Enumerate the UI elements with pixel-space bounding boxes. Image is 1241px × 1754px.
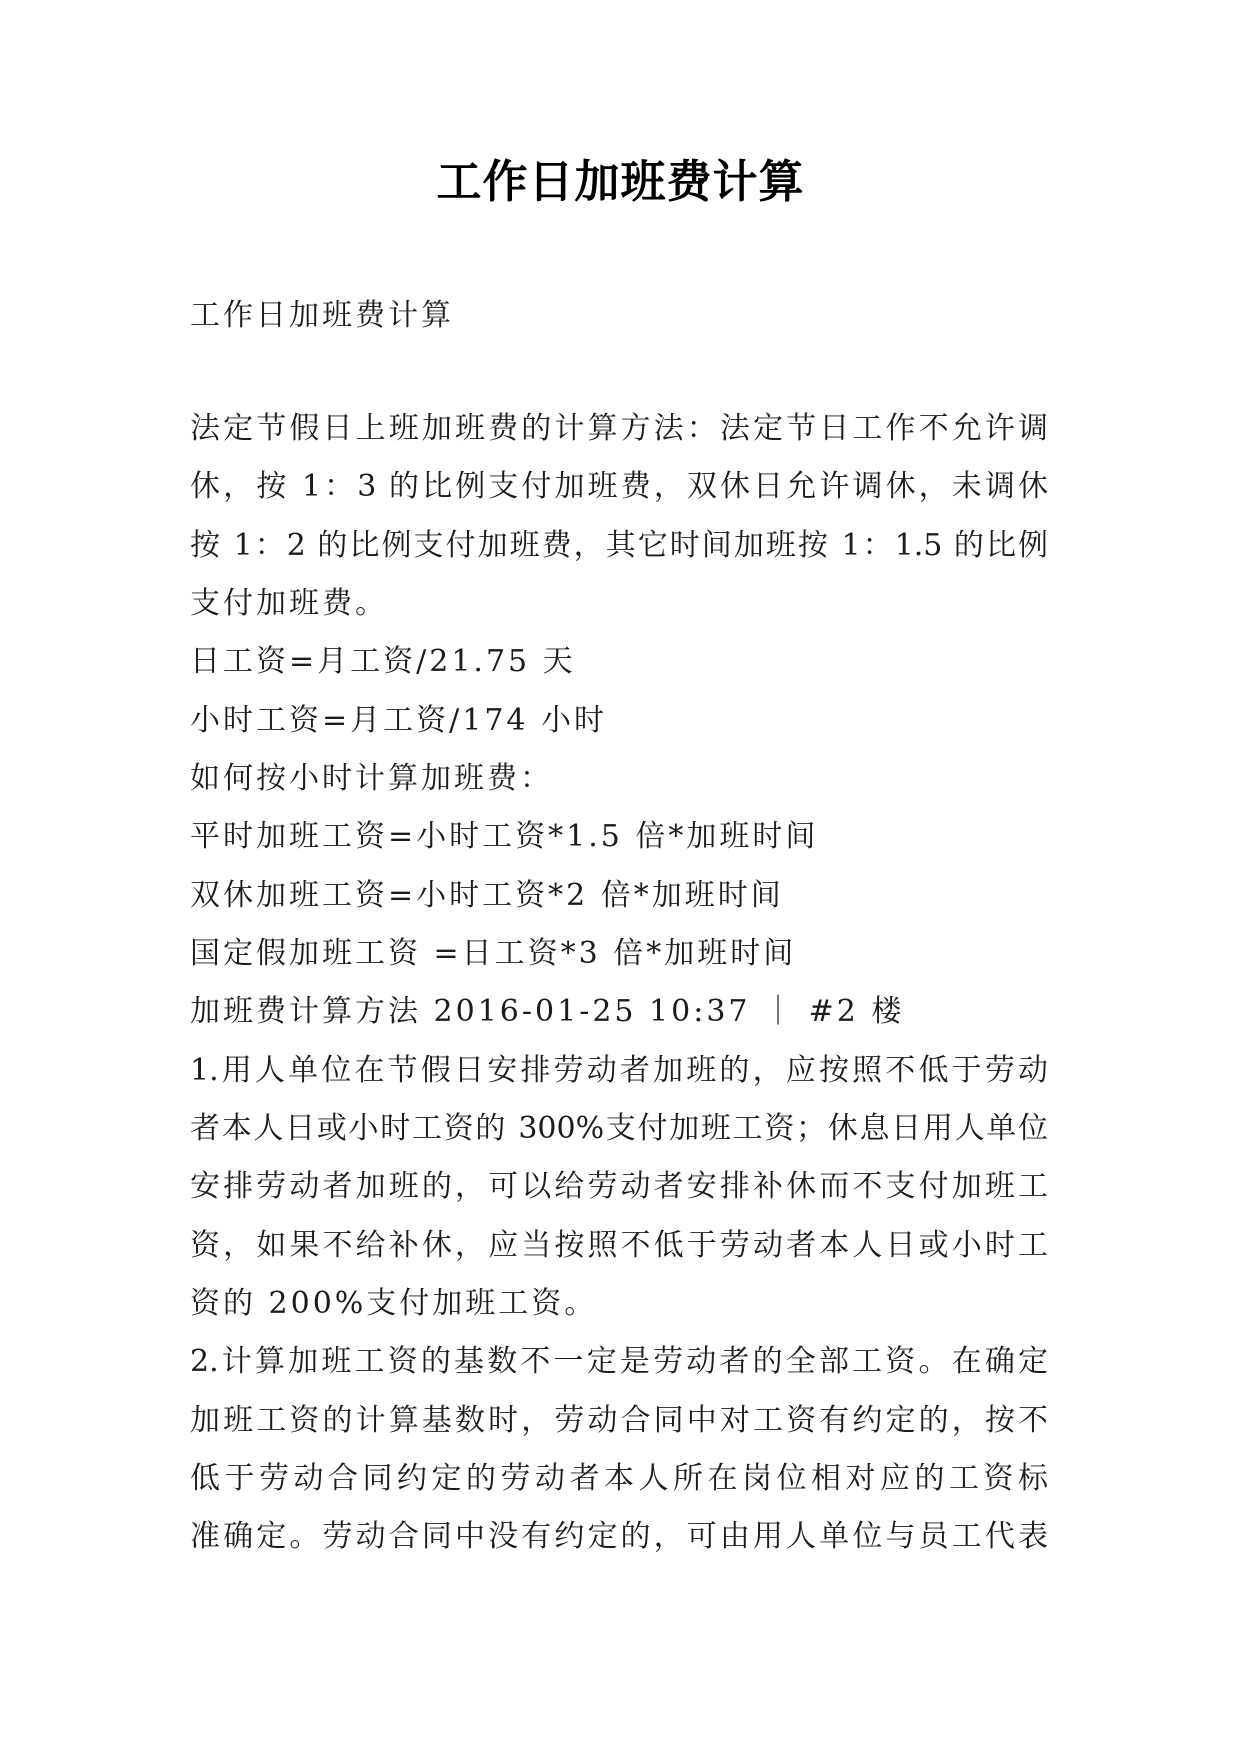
- hourly-method-heading: 如何按小时计算加班费：: [190, 760, 553, 796]
- overtime-formula: 平时加班工资=小时工资*1.5 倍*加班时间: [190, 819, 819, 855]
- post-meta: 加班费计算方法 2016-01-25 10:37 ｜ #2 楼: [190, 994, 905, 1030]
- hourly-wage-formula: 小时工资=月工资/174 小时: [190, 702, 608, 738]
- document-body: [190, 400, 1048, 1567]
- item-2-line: 准确定。劳动合同中没有约定的，可由用人单位与员工代表: [190, 1519, 1048, 1555]
- item-1-line: 者本人日或小时工资的 300%支付加班工资；休息日用人单位: [190, 1110, 1048, 1146]
- document-subtitle: 工作日加班费计算: [190, 298, 454, 333]
- item-1-line: 安排劳动者加班的，可以给劳动者安排补休而不支付加班工: [190, 1169, 1048, 1205]
- item-2-line: 2.计算加班工资的基数不一定是劳动者的全部工资。在确定: [190, 1344, 1048, 1380]
- intro-line: 休，按 1：3 的比例支付加班费，双休日允许调休，未调休: [190, 469, 1048, 505]
- overtime-formula: 国定假加班工资 =日工资*3 倍*加班时间: [190, 935, 797, 971]
- daily-wage-formula: 日工资=月工资/21.75 天: [190, 644, 576, 680]
- intro-line: 法定节假日上班加班费的计算方法：法定节日工作不允许调: [190, 411, 1048, 446]
- item-1-line: 资，如果不给补休，应当按照不低于劳动者本人日或小时工: [190, 1227, 1048, 1263]
- item-2-line: 低于劳动合同约定的劳动者本人所在岗位相对应的工资标: [190, 1460, 1048, 1496]
- item-1-line: 1.用人单位在节假日安排劳动者加班的，应按照不低于劳动: [190, 1052, 1048, 1088]
- item-2-line: 加班工资的计算基数时，劳动合同中对工资有约定的，按不: [190, 1402, 1048, 1438]
- intro-line: 支付加班费。: [190, 585, 388, 621]
- intro-line: 按 1：2 的比例支付加班费，其它时间加班按 1：1.5 的比例: [190, 527, 1048, 563]
- document-title: 工作日加班费计算: [436, 155, 805, 208]
- item-1-line: 资的 200%支付加班工资。: [190, 1285, 598, 1321]
- overtime-formula: 双休加班工资=小时工资*2 倍*加班时间: [190, 877, 784, 913]
